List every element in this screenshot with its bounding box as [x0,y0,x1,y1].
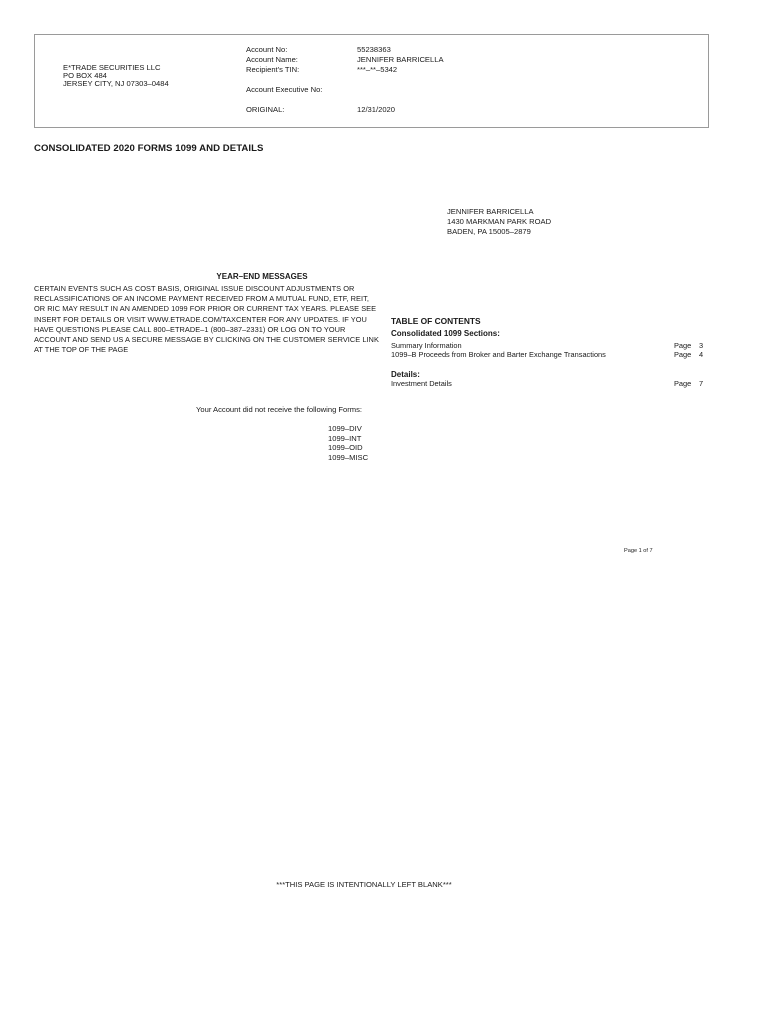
forms-not-received-list [328,424,368,462]
toc-details-heading: Details: [391,370,420,379]
recipient-tin-label: Recipient's TIN: [246,65,300,74]
toc-item-summary-label: Summary Information [391,341,462,350]
page-indicator: Page 1 of 7 [624,548,653,554]
blank-page-notice: ***THIS PAGE IS INTENTIONALLY LEFT BLANK*** [276,880,452,889]
account-name-value: JENNIFER BARRICELLA [357,55,444,64]
document-title: CONSOLIDATED 2020 FORMS 1099 AND DETAILS [34,143,264,154]
toc-item-summary-page-word: Page [674,341,692,350]
original-label: ORIGINAL: [246,105,285,114]
toc-title: TABLE OF CONTENTS [391,316,481,326]
year-end-messages-title: YEAR–END MESSAGES [216,272,308,281]
toc-item-investment-details-page: 7 [699,379,704,388]
toc-item-1099b-page-word: Page [674,350,692,359]
form-item-misc: 1099–MISC [328,452,369,462]
issuer-address-line2: JERSEY CITY, NJ 07303–0484 [63,79,169,88]
recipient-name: JENNIFER BARRICELLA [447,207,534,216]
recipient-address-line2: BADEN, PA 15005–2879 [447,227,531,236]
year-end-messages-body: CERTAIN EVENTS SUCH AS COST BASIS, ORIGINAL ISSUE DISCOUNT ADJUSTMENTS OR RECLASSIFICATIONS OF AN INCOME PAYMENT RECEIVED FROM A MUTUAL FUND, ETF, REIT, OR RIC MAY RESULT IN AN AMENDED 1099 FOR PRIOR OR CURRENT TAX YEARS. PLEASE SEE INSERT FOR DETAILS OR VISIT WWW.ETRADE.COM/TAXCENTER FOR ANY UPDATES. IF YOU HAVE QUESTIONS PLEASE CALL 800–ETRADE–1 (800–387–2331) OR LOG ON TO YOUR ACCOUNT AND SEND US A SECURE MESSAGE BY CLICKING ON THE CUSTOMER SERVICE LINK AT THE TOP OF THE PAGE [34,284,379,355]
account-executive-label: Account Executive No: [246,85,323,94]
toc-item-summary-page: 3 [699,341,704,350]
toc-sections-heading: Consolidated 1099 Sections: [391,329,500,338]
toc-item-1099b-page: 4 [699,350,704,359]
form-item-oid: 1099–OID [328,443,363,453]
issuer-address-line1: PO BOX 484 [63,71,107,80]
form-item-div: 1099–DIV [328,424,362,433]
account-no-label: Account No: [246,45,288,54]
account-no-value: 55238363 [357,45,391,54]
account-name-label: Account Name: [246,55,298,64]
issuer-name: E*TRADE SECURITIES LLC [63,63,161,72]
recipient-address-line1: 1430 MARKMAN PARK ROAD [447,217,552,226]
recipient-tin-value: ***–**–5342 [357,65,398,74]
toc-item-1099b-label: 1099–B Proceeds from Broker and Barter Exchange Transactions [391,350,606,359]
toc-item-investment-details-label: Investment Details [391,379,452,388]
form-item-int: 1099–INT [328,433,362,443]
forms-not-received-text: Your Account did not receive the following Forms: [196,405,363,414]
original-date: 12/31/2020 [357,105,396,114]
toc-item-investment-details-page-word: Page [674,379,692,388]
